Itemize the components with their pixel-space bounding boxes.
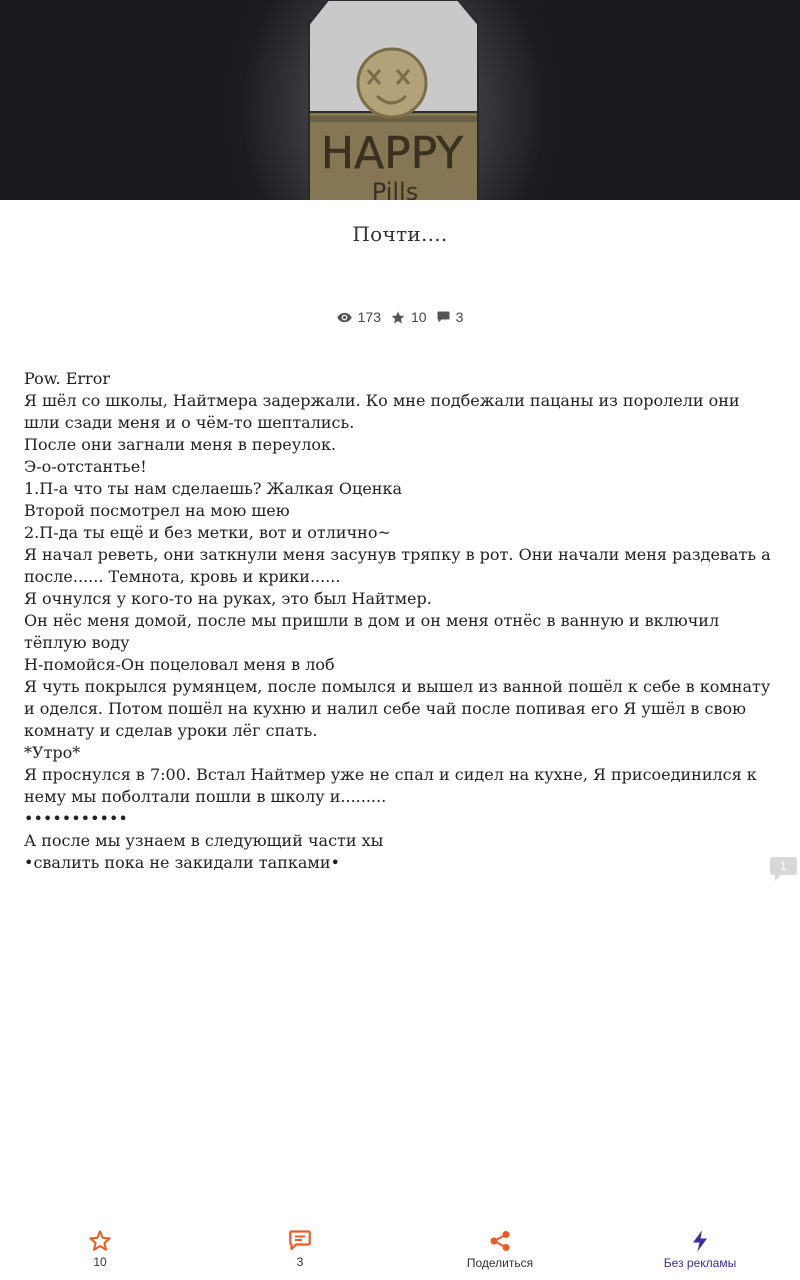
story-line: Н-помойся-Он поцеловал меня в лоб (24, 655, 335, 674)
comments-button-count: 3 (296, 1255, 304, 1269)
share-button[interactable] (420, 1230, 580, 1270)
comments-button[interactable] (220, 1230, 380, 1269)
paragraph-comment-count: 1 (770, 857, 797, 875)
story-line: 1.П-а что ты нам сделаешь? Жалкая Оценка (24, 479, 402, 498)
like-button-count: 10 (93, 1255, 107, 1269)
views-stat (337, 309, 381, 325)
story-line: *Утро* (24, 743, 81, 762)
no-ads-button-label: Без рекламы (663, 1256, 737, 1270)
comment-outline-icon (289, 1230, 311, 1251)
story-line: Второй посмотрел на мою шею (24, 501, 290, 520)
story-line: Я шёл со школы, Найтмера задержали. Ко мне подбежали пацаны из поролели они шли сзади меня и о чём-то шептались. (24, 391, 740, 432)
story-line: Э-о-отстантье! (24, 457, 147, 476)
no-ads-button[interactable] (620, 1230, 780, 1270)
likes-stat (391, 309, 427, 325)
comments-stat (437, 309, 464, 325)
share-icon (489, 1230, 511, 1252)
star-icon (391, 311, 405, 324)
comments-count: 3 (455, 309, 464, 325)
story-line: Я проснулся в 7:00. Встал Найтмер уже не спал и сидел на кухне, Я присоединился к нему мы поболтали пошли в школу и......... (24, 765, 757, 806)
story-line: ••••••••••• (24, 809, 128, 828)
bottom-action-bar (0, 1220, 800, 1280)
cover-label-text: HAPPY (320, 128, 464, 179)
comment-icon (437, 311, 450, 323)
story-cover-image (0, 0, 800, 200)
story-line: Он нёс меня домой, после мы пришли в дом и он меня отнёс в ванную и включил тёплую воду (24, 611, 720, 652)
share-button-label: Поделиться (466, 1256, 534, 1270)
pill-bottle-illustration (0, 0, 800, 200)
story-line: Я очнулся у кого-то на руках, это был Найтмер. (24, 589, 432, 608)
story-line: А после мы узнаем в следующий части хы (24, 831, 384, 850)
story-line: Я чуть покрылся румянцем, после помылся и вышел из ванной пошёл к себе в комнату и оделся. Потом пошёл на кухню и налил себе чай после попивая его Я ушёл в свою комнату и сделав уроки лёг спать. (24, 677, 771, 740)
story-line: •свалить пока не закидали тапками• (24, 853, 340, 872)
eye-icon (337, 312, 352, 323)
like-button[interactable] (20, 1230, 180, 1269)
cover-label-subtext: Pills (371, 178, 419, 200)
story-line: После они загнали меня в переулок. (24, 435, 337, 454)
comment-bubble-tail (775, 874, 782, 881)
lightning-icon (692, 1230, 708, 1252)
story-line: Я начал реветь, они заткнули меня засунув тряпку в рот. Они начали меня раздевать а после...... Темнота, кровь и крики...... (24, 545, 771, 586)
views-count: 173 (357, 309, 381, 325)
story-line: Pow. Error (24, 369, 110, 388)
likes-count: 10 (410, 309, 427, 325)
star-outline-icon (89, 1230, 111, 1251)
story-title: Почти.... (352, 222, 448, 246)
story-stats (0, 309, 800, 325)
story-line: 2.П-да ты ещё и без метки, вот и отлично~ (24, 523, 391, 542)
paragraph-comment-marker[interactable] (770, 857, 797, 881)
story-body (24, 368, 774, 874)
